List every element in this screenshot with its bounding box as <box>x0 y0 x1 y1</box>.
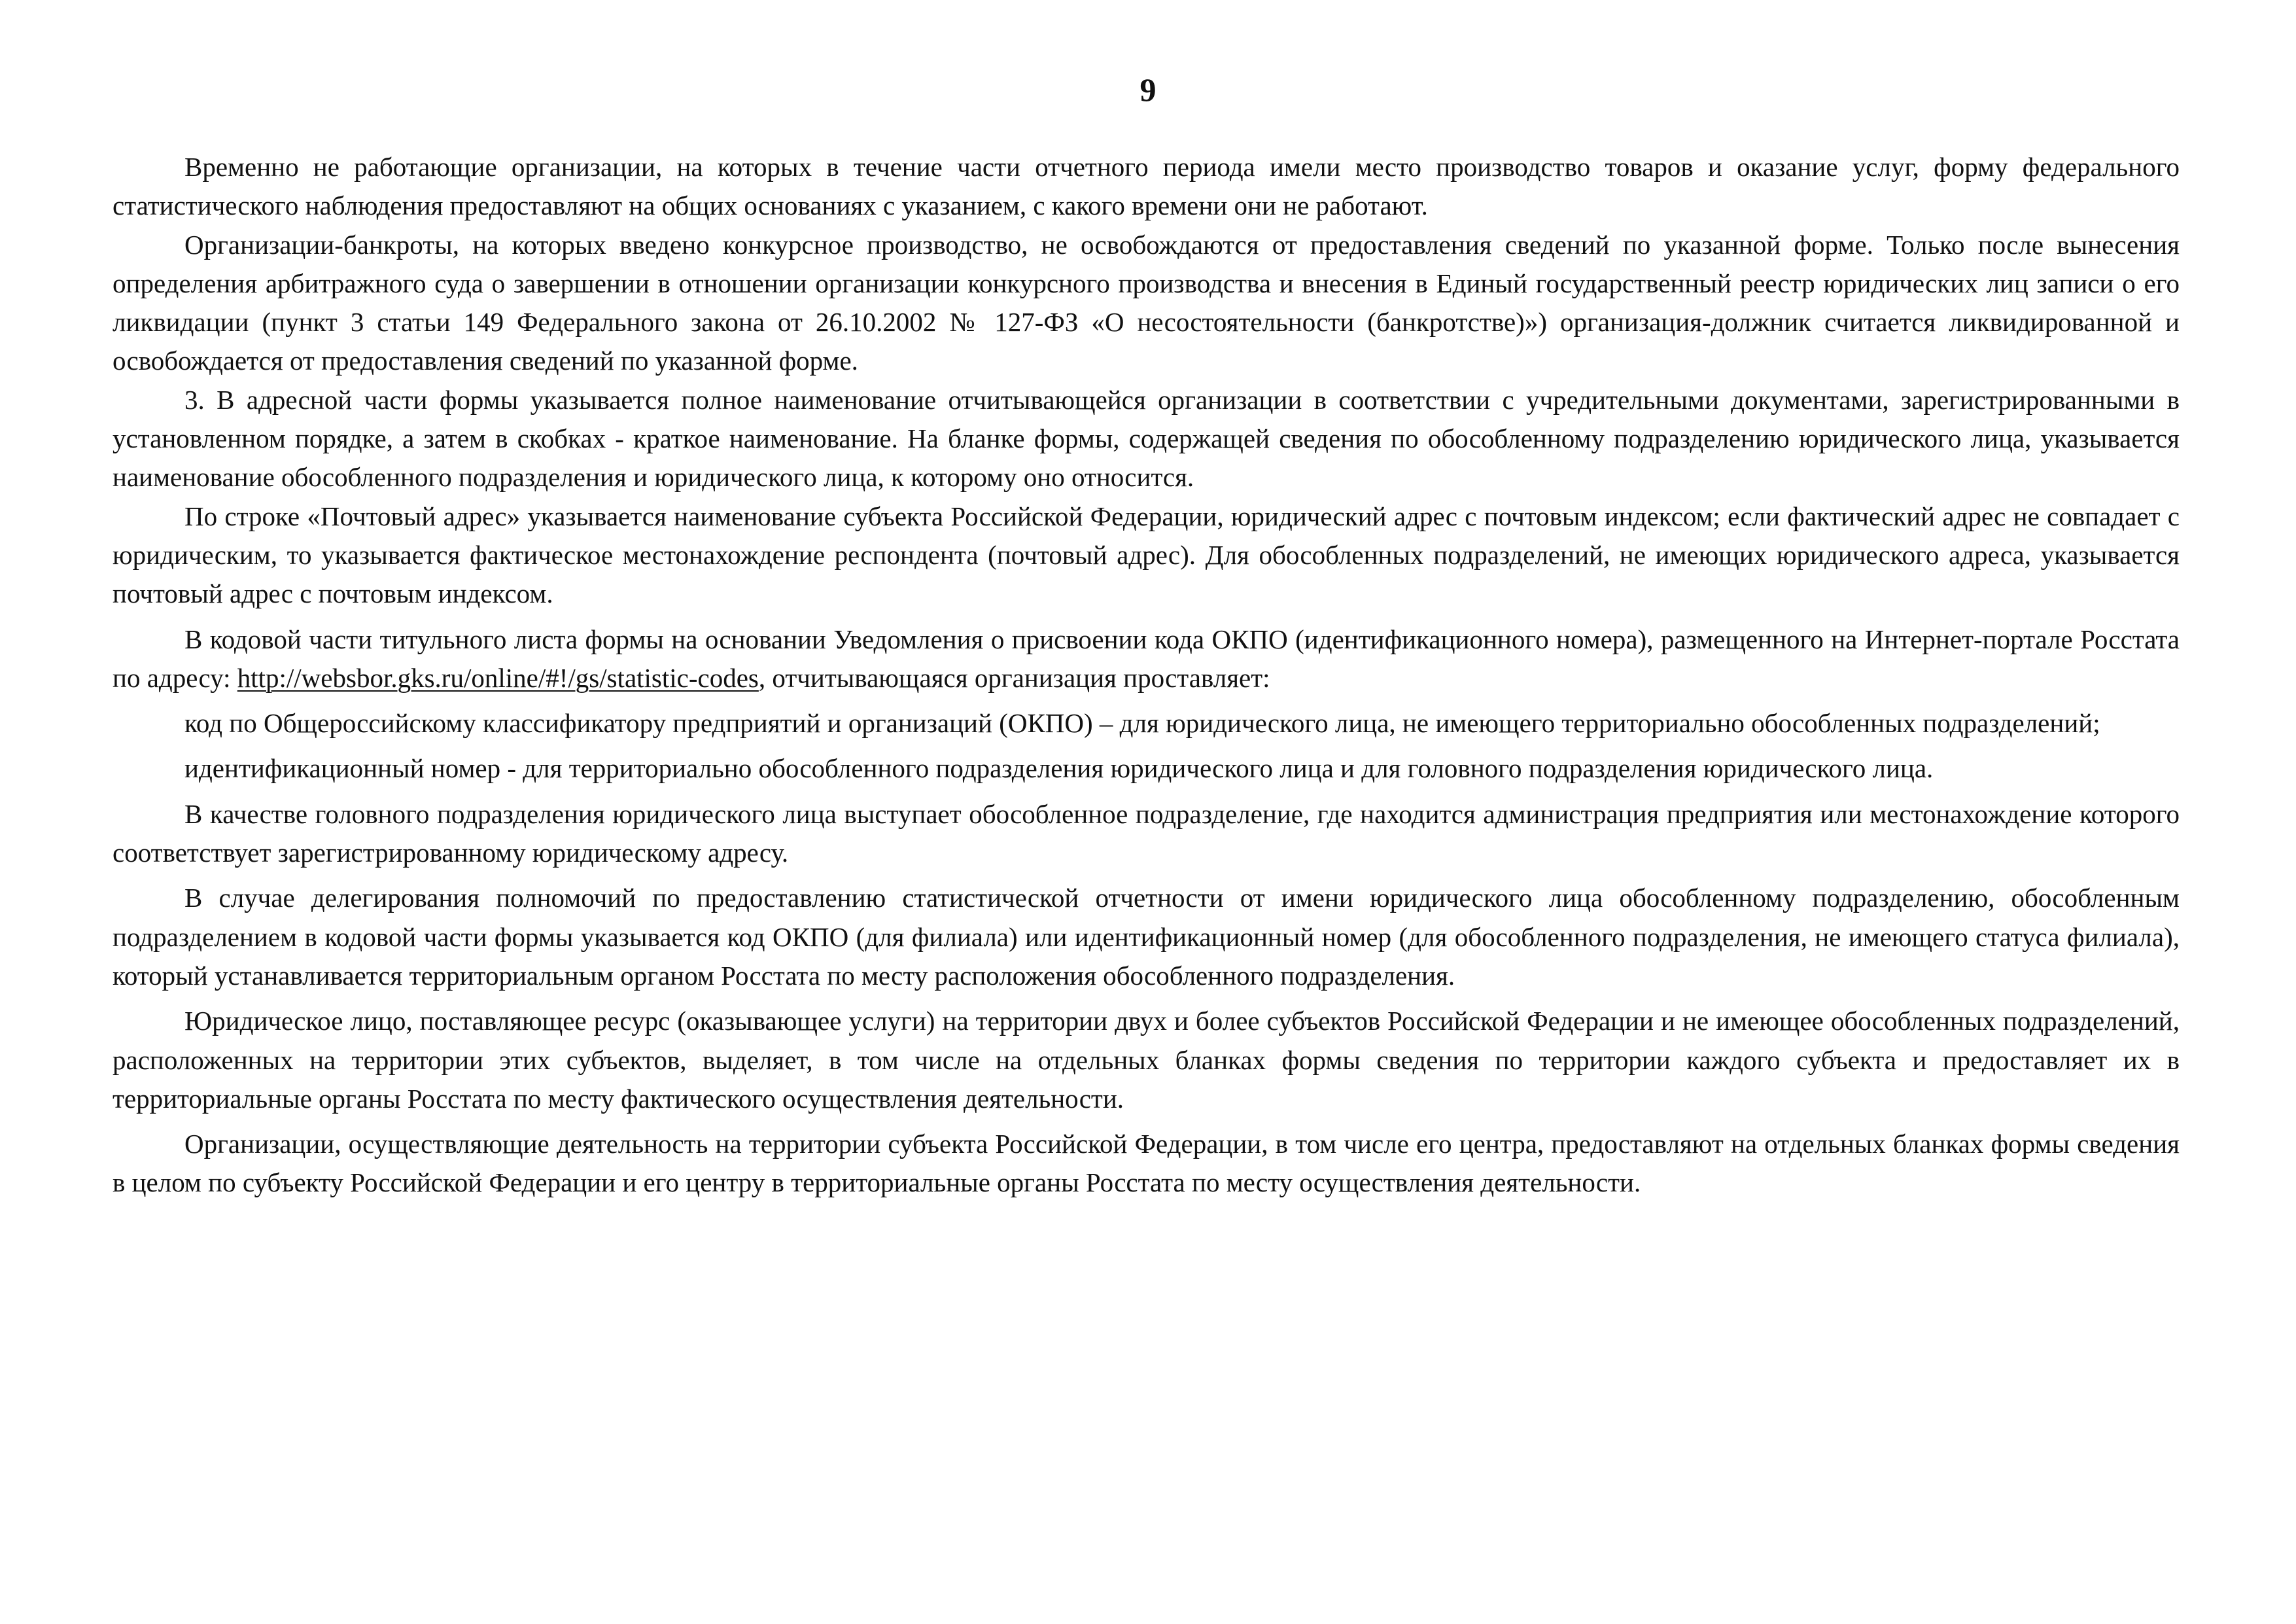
paragraph-okpo-code: код по Общероссийскому классификатору предприятий и организаций (ОКПО) – для юридического лица, не имеющего территориально обособленных подразделений; <box>184 708 2100 739</box>
paragraph-code-section <box>113 620 2180 698</box>
paragraph-identification-number: идентификационный номер - для территориально обособленного подразделения юридического лица и для головного подразделения юридического лица. <box>184 753 1934 784</box>
paragraph-postal-address: По строке «Почтовый адрес» указывается наименование субъекта Российской Федерации, юридический адрес с почтовым индексом; если фактический адрес не совпадает с юридическим, то указывается фактическое местонахождение респондента (почтовый адрес). Для обособленных подразделений, не имеющих юридического адреса, указывается почтовый адрес с почтовым индексом. <box>113 501 2180 609</box>
paragraph-head-division: В качестве головного подразделения юридического лица выступает обособленное подразделение, где находится администрация предприятия или местонахождение которого соответствует зарегистрированному юридическому адресу. <box>113 798 2180 868</box>
page-number: 9 <box>1139 71 1157 108</box>
paragraph-delegation-of-authority: В случае делегирования полномочий по предоставлению статистической отчетности от имени юридического лица обособленному подразделению, обособленным подразделением в кодовой части формы указывается код ОКПО (для филиала) или идентификационный номер (для обособленного подразделения, не имеющего статуса филиала), который устанавливается территориальным органом Росстата по месту расположения обособленного подразделения. <box>113 883 2180 991</box>
paragraph-multi-region-entity: Юридическое лицо, поставляющее ресурс (оказывающее услуги) на территории двух и более субъектов Российской Федерации и не имеющее обособленных подразделений, расположенных на территории этих субъектов, выделяет, в том числе на отдельных бланках формы сведения по территории каждого субъекта и предоставляет их в территориальные органы Росстата по месту фактического осуществления деятельности. <box>113 1006 2180 1114</box>
paragraph-bankrupt-organizations: Организации-банкроты, на которых введено конкурсное производство, не освобождаются от предоставления сведений по указанной форме. Только после вынесения определения арбитражного суда о завершении в отношении организации конкурсного производства и внесения в Единый государственный реестр юридических лиц записи о его ликвидации (пункт 3 статьи 149 Федерального закона от 26.10.2002 № 127-ФЗ «О несостоятельности (банкротстве)») организация-должник считается ликвидированной и освобождается от предоставления сведений по указанной форме. <box>113 229 2180 376</box>
paragraph-address-section: 3. В адресной части формы указывается полное наименование отчитывающейся организации в соответствии с учредительными документами, зарегистрированными в установленном порядке, а затем в скобках - краткое наименование. На бланке формы, содержащей сведения по обособленному подразделению юридического лица, указывается наименование обособленного подразделения и юридического лица, к которому оно относится. <box>113 384 2180 493</box>
document-body <box>113 148 2180 1203</box>
code-section-text-after: , отчитывающаяся организация проставляет: <box>758 662 1270 693</box>
statistic-codes-link[interactable]: http://websbor.gks.ru/online/#!/gs/statistic-codes <box>237 662 759 693</box>
paragraph-temporarily-inactive-organizations: Временно не работающие организации, на которых в течение части отчетного периода имели место производство товаров и оказание услуг, форму федерального статистического наблюдения предоставляют на общих основаниях с указанием, с какого времени они не работают. <box>113 152 2180 221</box>
paragraph-regional-organizations: Организации, осуществляющие деятельность на территории субъекта Российской Федерации, в том числе его центра, предоставляют на отдельных бланках формы сведения в целом по субъекту Российской Федерации и его центру в территориальные органы Росстата по месту осуществления деятельности. <box>113 1129 2180 1198</box>
code-section-text-before: В кодовой части титульного листа формы на основании Уведомления о присвоении кода ОКПО (идентификационного номера), размещенного на Интернет-портале Росстата по адресу: <box>113 624 2180 693</box>
